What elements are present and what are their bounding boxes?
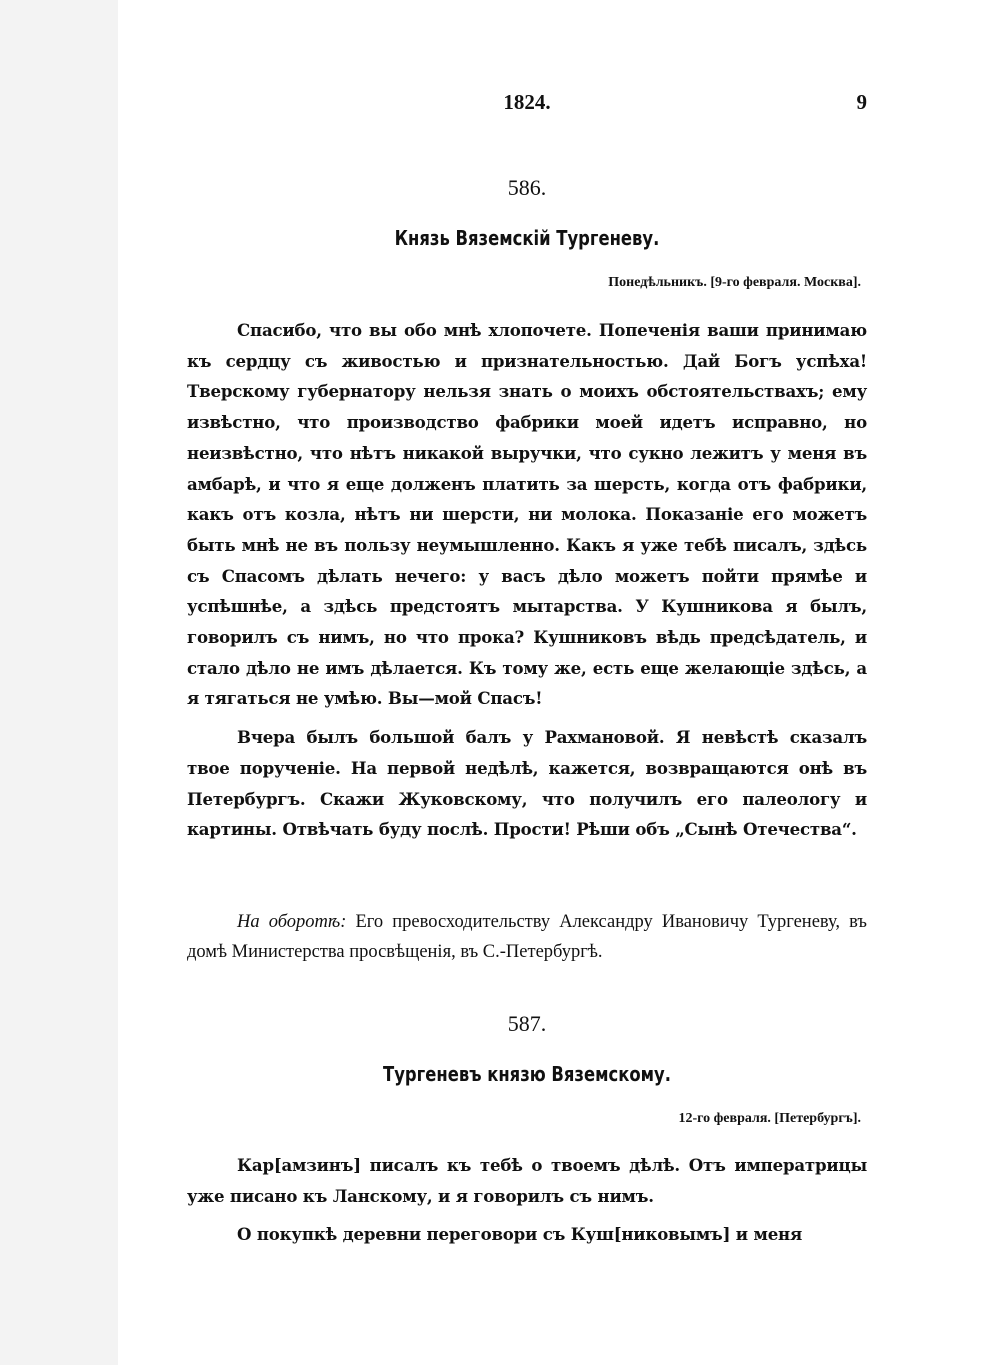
running-head — [187, 90, 867, 114]
letter-date-586: Понедѣльникъ. [9-го февраля. Москва]. — [608, 275, 861, 290]
address-note-text: Его превосходительству Александру Ивановичу Тургеневу, въ домѣ Министерства просвѣщенія, въ С.-Петербургѣ. — [187, 912, 867, 962]
letter-number-586: 586. — [507, 175, 547, 200]
letter-paragraph: Вчера былъ большой балъ у Рахмановой. Я невѣстѣ сказалъ твое порученіе. На первой недѣлѣ, кажется, возвращаются онѣ въ Петербургъ. Скажи Жуковскому, что получилъ его палеологу и картины. Отвѣчать буду послѣ. Прости! Рѣши объ „Сынѣ Отечества“. — [187, 727, 867, 840]
letter-body-586 — [187, 315, 867, 845]
letter-paragraph: Кар[амзинъ] писалъ къ тебѣ о твоемъ дѣлѣ. Отъ императрицы уже писано къ Ланскому, и я говорилъ съ нимъ. — [187, 1155, 867, 1206]
letter-date-587: 12-го февраля. [Петербургъ]. — [678, 1111, 861, 1126]
address-note-label: На оборотѣ: — [237, 912, 347, 932]
letter-heading-587: Тургеневъ князю Вяземскому. — [383, 1062, 671, 1086]
running-head-year: 1824. — [503, 90, 551, 114]
address-note-586 — [187, 907, 867, 967]
letter-body-587 — [187, 1150, 867, 1250]
letter-heading-586: Князь Вяземскій Тургеневу. — [394, 226, 660, 250]
letter-paragraph: О покупкѣ деревни переговори съ Куш[никовымъ] и меня — [237, 1224, 803, 1245]
letter-paragraph: Спасибо, что вы обо мнѣ хлопочете. Попеченія ваши принимаю къ сердцу съ живостью и признательностью. Дай Богъ успѣха! Тверскому губернатору нельзя знать о моихъ обстоятельствахъ; ему извѣстно, что производство фабрики моей идетъ исправно, но неизвѣстно, что нѣтъ никакой выручки, что сукно лежитъ у меня въ амбарѣ, и что я еще долженъ платить за шерсть, когда отъ фабрики, какъ отъ козла, нѣтъ ни шерсти, ни молока. Показаніе его можетъ быть мнѣ не въ пользу неумышленно. Какъ я уже тебѣ писалъ, здѣсь съ Спасомъ дѣлать нечего: у васъ дѣло можетъ пойти прямѣе и успѣшнѣе, а здѣсь предстоятъ мытарства. У Кушникова я былъ, говорилъ съ нимъ, но что прока? Кушниковъ вѣдь предсѣдатель, и стало дѣло не имъ дѣлается. Къ тому же, есть еще желающіе здѣсь, а я тягаться не умѣю. Вы—мой Спасъ! — [187, 320, 867, 709]
page-margin-shade — [0, 0, 118, 1365]
letter-number-587: 587. — [507, 1011, 547, 1036]
page-number: 9 — [856, 90, 867, 114]
